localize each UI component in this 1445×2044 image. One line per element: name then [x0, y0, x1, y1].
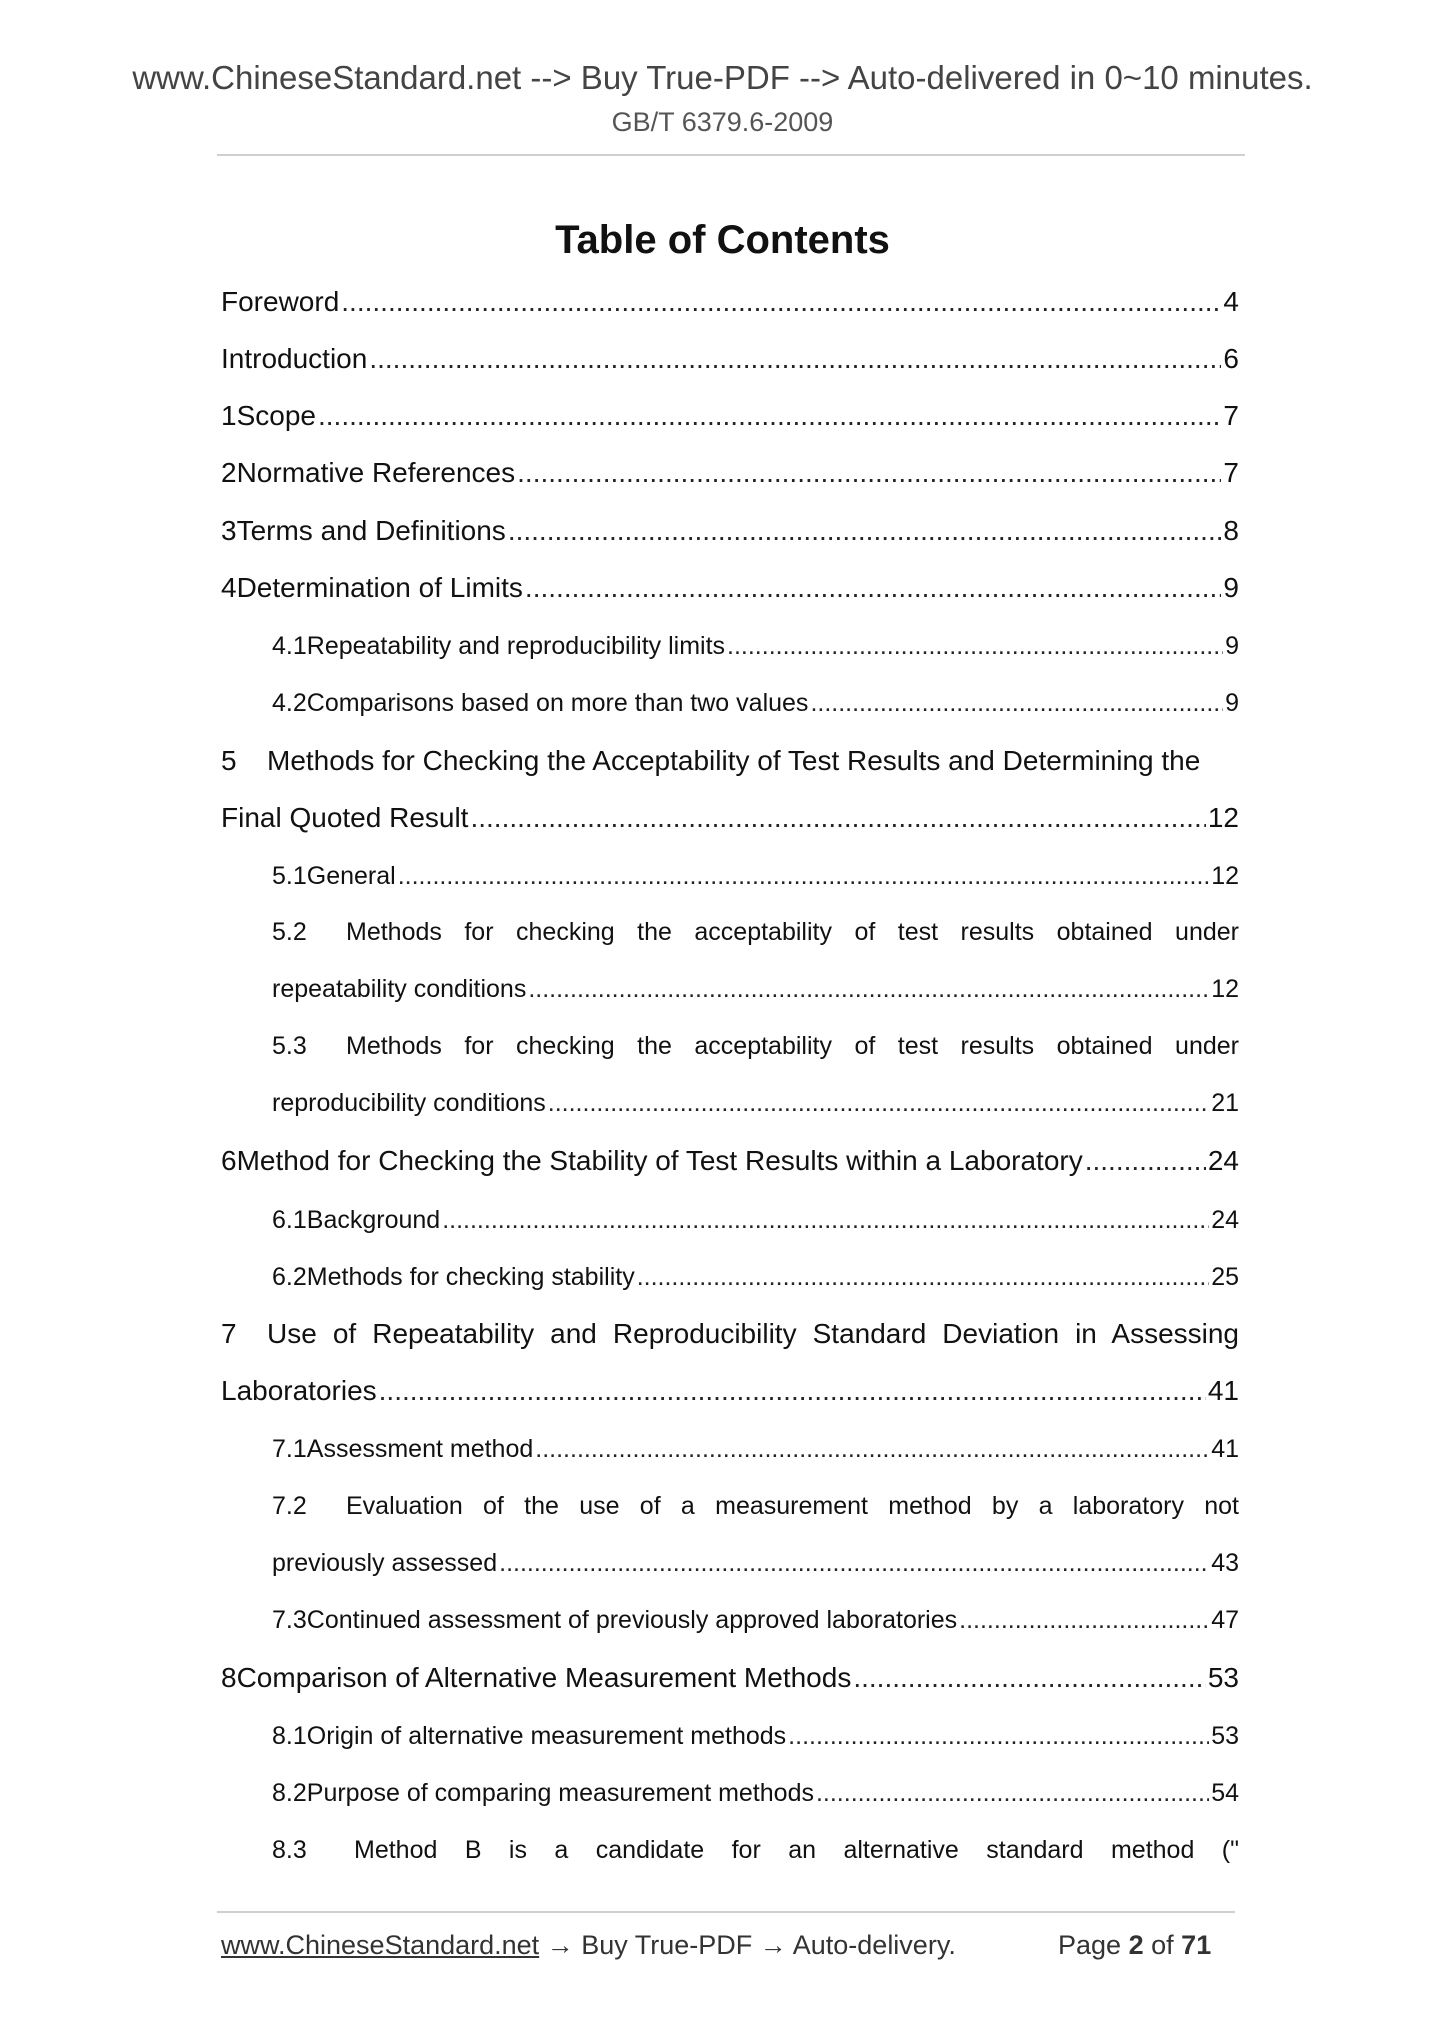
toc-page-number: 12 — [1211, 975, 1239, 1003]
toc-entry-7-line2[interactable] — [221, 1375, 1239, 1407]
toc-entry-label: Method for Checking the Stability of Test Results within a Laboratory — [236, 1145, 1083, 1176]
toc-entry-label: Methods for checking the acceptability of test results obtained under — [346, 918, 1239, 946]
toc-page-number: 53 — [1211, 1722, 1239, 1750]
toc-page-number: 12 — [1211, 862, 1239, 890]
toc-entry-label: Methods for checking stability — [306, 1263, 635, 1291]
toc-page-number: 43 — [1211, 1549, 1239, 1577]
toc-leader — [499, 1549, 1209, 1578]
toc-entry-label: Determination of Limits — [236, 572, 523, 603]
toc-entry-number: 8 — [221, 1662, 237, 1693]
toc-entry-2[interactable] — [221, 457, 1239, 489]
toc-leader — [535, 1435, 1209, 1464]
footer-site-link[interactable]: www.ChineseStandard.net — [221, 1930, 540, 1960]
toc-leader — [442, 1206, 1209, 1235]
toc-entry-label: Introduction — [221, 343, 368, 374]
of-word: of — [1151, 1930, 1174, 1960]
toc-entry-number: 6.1 — [272, 1206, 307, 1234]
toc-leader — [637, 1263, 1209, 1292]
toc-entry-number: 4.2 — [272, 689, 307, 717]
toc-entry-label: Comparisons based on more than two values — [306, 689, 809, 717]
toc-entry-6-2[interactable] — [272, 1263, 1239, 1292]
toc-entry-4-1[interactable] — [272, 632, 1239, 661]
toc-page-number: 12 — [1207, 802, 1239, 833]
page-title: Table of Contents — [555, 218, 890, 262]
toc-entry-1[interactable] — [221, 400, 1239, 432]
toc-entry-label: General — [306, 862, 396, 890]
toc-entry-number: 5.2 — [272, 918, 307, 946]
toc-entry-number: 8.3 — [272, 1836, 307, 1864]
toc-page-number: 9 — [1225, 632, 1239, 660]
toc-entry-number: 7.2 — [272, 1492, 307, 1520]
toc-leader — [508, 515, 1222, 547]
footer-tagline: → Buy True-PDF → Auto-delivery. — [539, 1930, 956, 1960]
toc-entry-number: 7.3 — [272, 1606, 307, 1634]
toc-page-number: 9 — [1225, 689, 1239, 717]
standard-code: GB/T 6379.6-2009 — [611, 107, 834, 137]
toc-leader — [853, 1662, 1206, 1694]
toc-entry-6[interactable] — [221, 1145, 1239, 1177]
toc-page-number: 41 — [1207, 1375, 1239, 1406]
toc-entry-number: 8.1 — [272, 1722, 307, 1750]
toc-entry-introduction[interactable] — [221, 343, 1239, 375]
toc-entry-7-line1[interactable] — [221, 1318, 1239, 1350]
toc-entry-number: 1 — [221, 400, 237, 431]
toc-leader — [398, 862, 1209, 891]
footer-left — [221, 1925, 956, 1965]
toc-page-number: 7 — [1223, 400, 1239, 431]
toc-entry-label: Origin of alternative measurement methods — [306, 1722, 787, 1750]
toc-entry-label: repeatability conditions — [272, 975, 527, 1003]
header-banner: www.ChineseStandard.net --> Buy True-PDF --> Auto-delivered in 0~10 minutes. — [132, 59, 1313, 96]
toc-leader — [810, 689, 1223, 718]
toc-entry-label: previously assessed — [272, 1549, 498, 1577]
toc-entry-number: 5 — [221, 745, 237, 776]
toc-entry-5-1[interactable] — [272, 862, 1239, 891]
toc-leader — [318, 400, 1221, 432]
toc-page-number: 47 — [1211, 1606, 1239, 1634]
toc-entry-label: Terms and Definitions — [236, 515, 506, 546]
toc-leader — [341, 286, 1221, 318]
toc-entry-label: Evaluation of the use of a measurement method by a laboratory not — [346, 1492, 1239, 1520]
toc-entry-foreword[interactable] — [221, 286, 1239, 318]
toc-entry-4[interactable] — [221, 572, 1239, 604]
toc-entry-label: Normative References — [236, 457, 516, 488]
page-word: Page — [1058, 1930, 1122, 1960]
toc-leader — [727, 632, 1223, 661]
total-pages-number: 71 — [1181, 1930, 1212, 1960]
toc-entry-label: Continued assessment of previously approved laboratories — [306, 1606, 958, 1634]
toc-entry-8-3[interactable] — [272, 1836, 1239, 1865]
toc-entry-5-3-line1[interactable] — [272, 1032, 1239, 1061]
toc-entry-number: 3 — [221, 515, 237, 546]
toc-entry-label: Methods for checking the acceptability of test results obtained under — [346, 1032, 1239, 1060]
toc-leader — [528, 975, 1209, 1004]
toc-entry-label: Methods for Checking the Acceptability of Test Results and Determining the — [267, 745, 1201, 776]
toc-entry-number: 5.1 — [272, 862, 307, 890]
toc-leader — [525, 572, 1222, 604]
toc-entry-7-2-line2[interactable] — [272, 1549, 1239, 1578]
toc-page-number: 9 — [1223, 572, 1239, 603]
toc-entry-number: 7.1 — [272, 1435, 307, 1463]
page-indicator — [1058, 1925, 1211, 1965]
toc-entry-number: 6.2 — [272, 1263, 307, 1291]
toc-page-number: 24 — [1207, 1145, 1239, 1176]
toc-entry-number: 8.2 — [272, 1779, 307, 1807]
toc-page-number: 6 — [1223, 343, 1239, 374]
toc-entry-label: Repeatability and reproducibility limits — [306, 632, 726, 660]
toc-entry-5-line1[interactable] — [221, 745, 1239, 777]
toc-leader — [548, 1089, 1209, 1118]
toc-entry-label: Method B is a candidate for an alternative standard method (" — [354, 1836, 1239, 1864]
toc-entry-6-1[interactable] — [272, 1206, 1239, 1235]
toc-leader — [1085, 1145, 1206, 1177]
toc-leader — [470, 802, 1205, 834]
toc-leader — [816, 1779, 1209, 1808]
toc-entry-label: Background — [306, 1206, 441, 1234]
toc-entry-7-3[interactable] — [272, 1606, 1239, 1635]
toc-entry-label: Use of Repeatability and Reproducibility Standard Deviation in Assessing — [267, 1318, 1239, 1349]
current-page-number: 2 — [1128, 1930, 1144, 1960]
toc-entry-label: Final Quoted Result — [221, 802, 469, 833]
toc-entry-label: Foreword — [221, 286, 340, 317]
toc-entry-5-3-line2[interactable] — [272, 1089, 1239, 1118]
toc-entry-3[interactable] — [221, 515, 1239, 547]
toc-entry-8-2[interactable] — [272, 1779, 1239, 1808]
toc-entry-number: 4.1 — [272, 632, 307, 660]
toc-entry-7-1[interactable] — [272, 1435, 1239, 1464]
toc-page-number: 24 — [1211, 1206, 1239, 1234]
toc-entry-number: 4 — [221, 572, 237, 603]
toc-page-number: 41 — [1211, 1435, 1239, 1463]
toc-leader — [788, 1722, 1209, 1751]
toc-entry-8-1[interactable] — [272, 1722, 1239, 1751]
toc-leader — [379, 1375, 1206, 1407]
toc-entry-label: Assessment method — [306, 1435, 534, 1463]
toc-entry-label: Purpose of comparing measurement methods — [306, 1779, 814, 1807]
toc-entry-5-2-line2[interactable] — [272, 975, 1239, 1004]
toc-entry-number: 6 — [221, 1145, 237, 1176]
toc-entry-number: 2 — [221, 457, 237, 488]
toc-page-number: 4 — [1223, 286, 1239, 317]
toc-leader — [959, 1606, 1209, 1635]
toc-entry-5-2-line1[interactable] — [272, 918, 1239, 947]
toc-entry-number: 5.3 — [272, 1032, 307, 1060]
toc-entry-label: Laboratories — [221, 1375, 377, 1406]
toc-page-number: 8 — [1223, 515, 1239, 546]
toc-entry-number: 7 — [221, 1318, 237, 1349]
toc-entry-7-2-line1[interactable] — [272, 1492, 1239, 1521]
toc-leader — [369, 343, 1221, 375]
toc-leader — [517, 457, 1221, 489]
toc-entry-label: Scope — [236, 400, 316, 431]
toc-page-number: 25 — [1211, 1263, 1239, 1291]
header-divider — [217, 154, 1245, 156]
toc-page-number: 21 — [1211, 1089, 1239, 1117]
toc-entry-label: Comparison of Alternative Measurement Methods — [236, 1662, 852, 1693]
toc-page-number: 53 — [1207, 1662, 1239, 1693]
toc-entry-label: reproducibility conditions — [272, 1089, 546, 1117]
toc-entry-8[interactable] — [221, 1662, 1239, 1694]
footer-divider — [217, 1911, 1235, 1913]
toc-page-number: 54 — [1211, 1779, 1239, 1807]
toc-page-number: 7 — [1223, 457, 1239, 488]
toc-entry-4-2[interactable] — [272, 689, 1239, 718]
toc-entry-5-line2[interactable] — [221, 802, 1239, 834]
